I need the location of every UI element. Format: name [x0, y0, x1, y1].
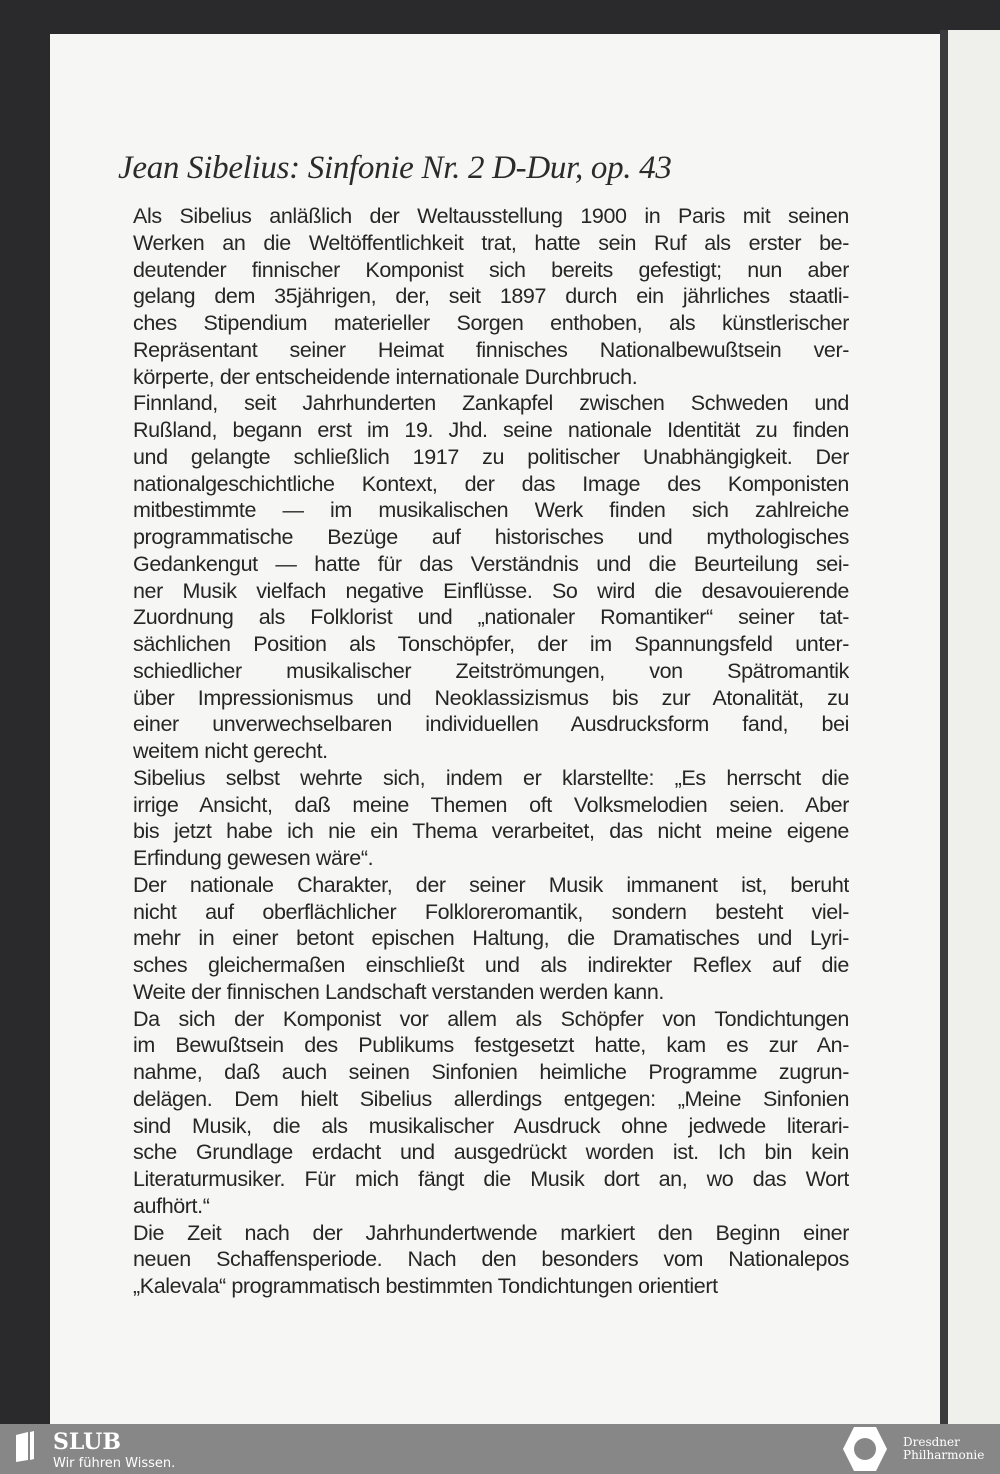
text-line: delägen. Dem hielt Sibelius allerdings entgegen: „Meine Sinfonien — [133, 1086, 849, 1111]
text-line: nationalgeschichtliche Kontext, der das Image des Komponisten — [133, 471, 849, 496]
text-line: Die Zeit nach der Jahrhundertwende markiert den Beginn einer — [133, 1220, 849, 1245]
text-line: über Impressionismus und Neoklassizismus bis zur Atonalität, zu — [133, 685, 849, 710]
text-line: programmatische Bezüge auf historisches und mythologisches — [133, 525, 849, 549]
text-line: Finnland, seit Jahrhunderten Zankapfel zwischen Schweden und — [133, 391, 849, 416]
text-line: im Bewußtsein des Publikums festgesetzt hatte, kam es zur An- — [133, 1033, 849, 1058]
page-fold — [940, 30, 948, 1424]
text-line: einer unverwechselbaren individuellen Ausdrucksform fand, bei — [133, 712, 849, 737]
text-line: und gelangte schließlich 1917 zu politischer Unabhängigkeit. Der — [133, 444, 849, 469]
text-line: „Kalevala“ programmatisch bestimmten Tondichtungen orientiert — [133, 1274, 718, 1298]
text-line: Repräsentant seiner Heimat finnisches Nationalbewußtsein ver- — [133, 337, 849, 362]
text-line: Da sich der Komponist vor allem als Schöpfer von Tondichtungen — [133, 1006, 849, 1031]
text-line: irrige Ansicht, daß meine Themen oft Volksmelodien seien. Aber — [133, 792, 849, 817]
text-line: neuen Schaffensperiode. Nach den besonders vom Nationalepos — [133, 1247, 849, 1272]
text-line: körperte, der entscheidende internationale Durchbruch. — [133, 364, 638, 389]
philharmonie-logo-icon — [842, 1426, 888, 1472]
body-text — [133, 203, 849, 1300]
text-line: ches Stipendium materieller Sorgen enthoben, als künstlerischer — [133, 311, 849, 335]
text-line: bis jetzt habe ich nie ein Thema verarbeitet, das nicht meine eigene — [133, 819, 849, 844]
text-line: ner Musik vielfach negative Einflüsse. So wird die desavouierende — [133, 578, 849, 603]
footer-bar — [0, 1424, 1000, 1474]
text-line: nahme, daß auch seinen Sinfonien heimliche Programme zugrun- — [133, 1060, 849, 1084]
text-line: deutender finnischer Komponist sich bereits gefestigt; nun aber — [133, 257, 849, 282]
text-line: Der nationale Charakter, der seiner Musik immanent ist, beruht — [133, 872, 849, 897]
text-line: Weite der finnischen Landschaft verstanden werden kann. — [133, 979, 664, 1004]
text-line: nicht auf oberflächlicher Folkloreromantik, sondern besteht viel- — [133, 899, 849, 924]
text-line: aufhört.“ — [133, 1193, 210, 1218]
text-line: mitbestimmte — im musikalischen Werk finden sich zahlreiche — [133, 498, 849, 523]
text-line: Zuordnung als Folklorist und „nationaler Romantiker“ seiner tat- — [133, 605, 849, 630]
text-line: schiedlicher musikalischer Zeitströmungen, von Spätromantik — [133, 658, 849, 683]
text-line: Werken an die Weltöffentlichkeit trat, hatte sein Ruf als erster be- — [133, 230, 849, 255]
partner-line-2: Philharmonie — [903, 1448, 985, 1462]
next-page-edge — [948, 30, 1000, 1424]
partner-name — [903, 1436, 984, 1462]
text-line: sches gleichermaßen einschließt und als indirekter Reflex auf die — [133, 953, 849, 977]
text-line: Sibelius selbst wehrte sich, indem er klarstellte: „Es herrscht die — [133, 765, 849, 790]
text-line: sächlichen Position als Tonschöpfer, der im Spannungsfeld unter- — [133, 632, 849, 656]
text-line: sind Musik, die als musikalischer Ausdruck ohne jedwede literari- — [133, 1113, 849, 1138]
text-line: Erfindung gewesen wäre“. — [133, 846, 374, 870]
text-line: weitem nicht gerecht. — [133, 739, 328, 763]
slub-book-icon — [14, 1431, 36, 1463]
page-title: Jean Sibelius: Sinfonie Nr. 2 D-Dur, op. 43 — [118, 150, 672, 186]
text-line: gelang dem 35jährigen, der, seit 1897 durch ein jährliches staatli- — [133, 284, 849, 309]
text-line: mehr in einer betont epischen Haltung, die Dramatisches und Lyri- — [133, 926, 849, 951]
slub-logo-text: SLUB — [53, 1429, 121, 1455]
slub-tagline: Wir führen Wissen. — [53, 1456, 176, 1471]
partner-line-1: Dresdner — [903, 1435, 960, 1449]
text-line: Literaturmusiker. Für mich fängt die Musik dort an, wo das Wort — [133, 1167, 849, 1191]
text-line: Gedankengut — hatte für das Verständnis und die Beurteilung sei- — [133, 551, 849, 576]
text-line: sche Grundlage erdacht und ausgedrückt worden ist. Ich bin kein — [133, 1140, 849, 1165]
text-line: Rußland, begann erst im 19. Jhd. seine nationale Identität zu finden — [133, 418, 849, 442]
text-line: Als Sibelius anläßlich der Weltausstellung 1900 in Paris mit seinen — [133, 204, 849, 228]
